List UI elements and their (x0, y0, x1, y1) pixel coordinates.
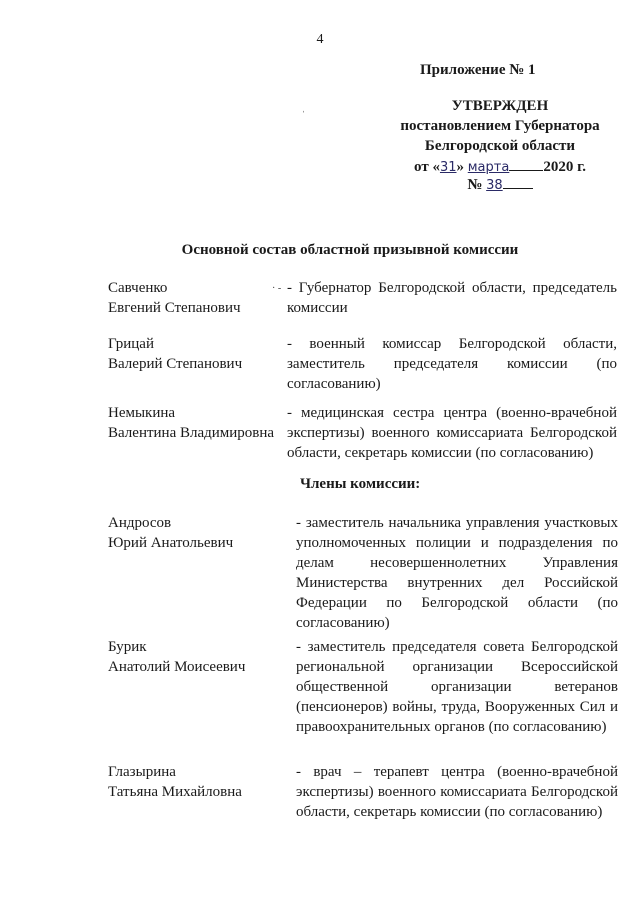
document-title: Основной состав областной призывной комиссии (181, 242, 519, 258)
member-name-savchenko: Савченко Евгений Степанович (108, 280, 241, 316)
approval-line-2: Белгородской области (424, 138, 576, 154)
member-name-gritsay: Грицай Валерий Степанович (108, 336, 243, 372)
number-prefix: № (467, 177, 487, 193)
member-role-androsov: - заместитель начальника управления участковых уполномоченных полиции и подразделения по делам несовершеннолетних Управления Министерства внутренних дел Российской Федерации по Белгородской области (по согласованию) (296, 515, 618, 631)
member-name-nemykina: Немыкина Валентина Владимировна (108, 405, 275, 441)
date-year: 2020 г. (543, 159, 586, 175)
date-blank (509, 156, 543, 171)
member-role-burik: - заместитель председателя совета Белгородской региональной организации Всероссийской общественной организации ветеранов (пенсионеров) войны, труда, Вооруженных Сил и правоохранительных органов (по согласованию) (296, 639, 618, 735)
member-name-androsov: Андросов Юрий Анатольевич (108, 515, 234, 551)
number-value: 38 (486, 178, 503, 193)
date-month: марта (467, 160, 510, 175)
appendix-label: Приложение № 1 (420, 62, 536, 78)
approval-title: УТВЕРЖДЕН (451, 98, 549, 114)
number-blank (503, 174, 533, 189)
members-heading: Члены комиссии: (300, 476, 421, 492)
date-mid: » (456, 159, 468, 175)
member-role-gritsay: - военный комиссар Белгородской области, заместитель председателя комиссии (по согласованию) (287, 336, 617, 392)
member-role-savchenko: - Губернатор Белгородской области, председатель комиссии (287, 280, 617, 316)
scan-mark: · - (272, 283, 282, 294)
member-role-glazyrina: - врач – терапевт центра (военно-врачебной экспертизы) военного комиссариата Белгородской области, секретарь комиссии (по согласованию) (296, 764, 618, 820)
page-number: 4 (316, 32, 324, 47)
approval-number (380, 174, 620, 196)
date-day: 31 (439, 160, 457, 175)
date-prefix: от « (414, 159, 440, 175)
member-name-glazyrina: Глазырина Татьяна Михайловна (108, 764, 242, 800)
member-role-nemykina: - медицинская сестра центра (военно-врачебной экспертизы) военного комиссариата Белгородской области, секретарь комиссии (по согласованию) (287, 405, 617, 461)
scan-mark: ˌ (302, 102, 306, 113)
approval-line-1: постановлением Губернатора (400, 118, 600, 134)
member-name-burik: Бурик Анатолий Моисеевич (108, 639, 246, 675)
